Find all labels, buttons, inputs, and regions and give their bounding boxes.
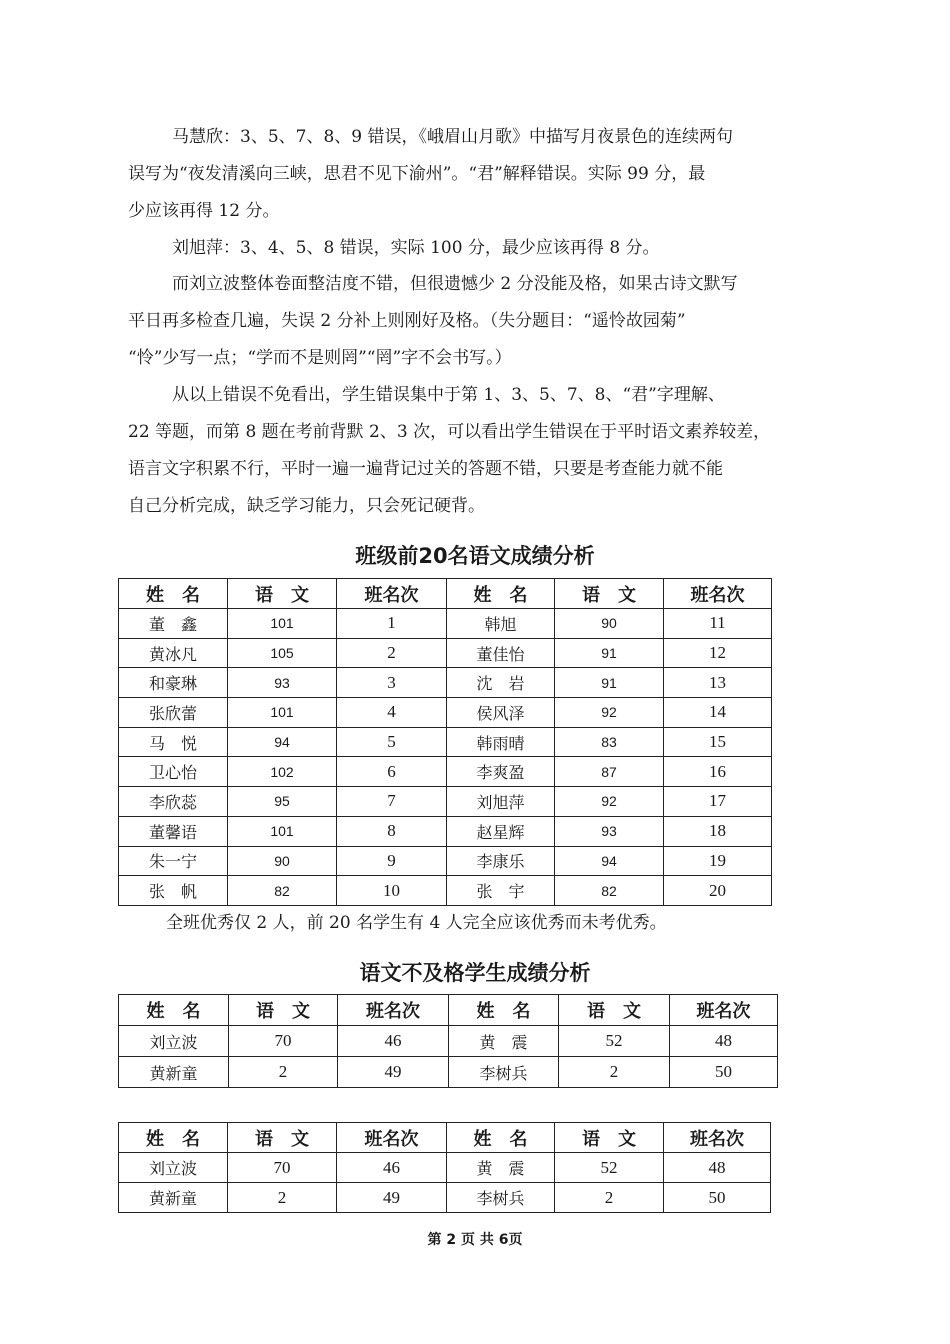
- score-cell: 95: [228, 787, 337, 817]
- student-name-cell: 侯风泽: [447, 698, 555, 728]
- column-header: 姓 名: [119, 579, 228, 609]
- table-row: [119, 846, 772, 876]
- score-cell: 83: [555, 727, 664, 757]
- text-line: “怜”少写一点；“学而不是则罔”“罔”字不会书写。）: [128, 348, 512, 368]
- student-name-cell: 李康乐: [447, 846, 555, 876]
- fail-title: 语文不及格学生成绩分析: [359, 961, 591, 985]
- page-footer: 第 2 页 共 6页: [427, 1232, 523, 1248]
- rank-cell: 20: [664, 876, 772, 906]
- rank-cell: 3: [337, 668, 447, 698]
- rank-cell: 2: [337, 638, 447, 668]
- score-cell: 52: [555, 1153, 664, 1183]
- student-name-cell: 张 宇: [447, 876, 555, 906]
- rank-cell: 16: [664, 757, 772, 787]
- rank-cell: 6: [337, 757, 447, 787]
- student-name-cell: 韩旭: [447, 609, 555, 639]
- table-row: [119, 816, 772, 846]
- fail-table: [118, 994, 778, 1088]
- student-name-cell: 和豪琳: [119, 668, 228, 698]
- student-name-cell: 刘立波: [119, 1026, 229, 1057]
- student-name-cell: 张欣蕾: [119, 698, 228, 728]
- table-row: [119, 787, 772, 817]
- column-header: 姓 名: [449, 995, 559, 1026]
- text-line: 平日再多检查几遍，失误 2 分补上则刚好及格。（失分题目：“遥怜故园菊”: [128, 311, 686, 331]
- score-cell: 70: [229, 1026, 338, 1057]
- student-name-cell: 李树兵: [447, 1183, 555, 1213]
- student-name-cell: 韩雨晴: [447, 727, 555, 757]
- student-name-cell: 赵星辉: [447, 816, 555, 846]
- rank-cell: 19: [664, 846, 772, 876]
- top20-body: [119, 609, 772, 906]
- score-cell: 2: [228, 1183, 337, 1213]
- score-cell: 70: [228, 1153, 337, 1183]
- table-row: [119, 1026, 778, 1057]
- column-header: 语 文: [229, 995, 338, 1026]
- column-header: 姓 名: [119, 1123, 228, 1153]
- text-line: 误写为“夜发清溪向三峡，思君不见下渝州”。“君”解释错误。实际 99 分，最: [128, 164, 706, 184]
- rank-cell: 1: [337, 609, 447, 639]
- student-name-cell: 李树兵: [449, 1057, 559, 1088]
- top20-title: 班级前20名语文成绩分析: [355, 544, 595, 568]
- para-4: [128, 377, 828, 525]
- student-name-cell: 马 悦: [119, 727, 228, 757]
- para-2: [128, 230, 828, 267]
- rank-cell: 8: [337, 816, 447, 846]
- score-cell: 102: [228, 757, 337, 787]
- rank-cell: 49: [338, 1057, 449, 1088]
- rank-cell: 49: [337, 1183, 447, 1213]
- table-row: [119, 668, 772, 698]
- student-name-cell: 董佳怡: [447, 638, 555, 668]
- text-line: 马慧欣：3、5、7、8、9 错误，《峨眉山月歌》中描写月夜景色的连续两句: [172, 127, 733, 147]
- fail2-body: [119, 1153, 771, 1213]
- column-header: 班名次: [337, 1123, 447, 1153]
- score-cell: 92: [555, 787, 664, 817]
- table-row: [119, 727, 772, 757]
- rank-cell: 18: [664, 816, 772, 846]
- student-name-cell: 董 鑫: [119, 609, 228, 639]
- student-name-cell: 黄新童: [119, 1183, 228, 1213]
- column-header: 班名次: [664, 579, 772, 609]
- table-row: [119, 757, 772, 787]
- rank-cell: 50: [670, 1057, 778, 1088]
- text-line: 少应该再得 12 分。: [128, 201, 280, 221]
- score-cell: 93: [555, 816, 664, 846]
- table-row: [119, 609, 772, 639]
- score-cell: 2: [229, 1057, 338, 1088]
- text-line: 22 等题，而第 8 题在考前背默 2、3 次，可以看出学生错误在于平时语文素养较差，: [128, 422, 771, 442]
- rank-cell: 7: [337, 787, 447, 817]
- table-row: [119, 876, 772, 906]
- score-cell: 101: [228, 816, 337, 846]
- rank-cell: 13: [664, 668, 772, 698]
- score-cell: 93: [228, 668, 337, 698]
- column-header: 语 文: [559, 995, 670, 1026]
- score-cell: 2: [559, 1057, 670, 1088]
- score-cell: 91: [555, 638, 664, 668]
- rank-cell: 46: [337, 1153, 447, 1183]
- score-cell: 92: [555, 698, 664, 728]
- column-header: 班名次: [664, 1123, 771, 1153]
- table-row: [119, 698, 772, 728]
- para-1: [128, 119, 828, 230]
- student-name-cell: 张 帆: [119, 876, 228, 906]
- column-header: 语 文: [228, 1123, 337, 1153]
- student-name-cell: 刘立波: [119, 1153, 228, 1183]
- rank-cell: 15: [664, 727, 772, 757]
- table-row: [119, 1153, 771, 1183]
- fail-body: [119, 1026, 778, 1088]
- text-line: 而刘立波整体卷面整洁度不错，但很遗憾少 2 分没能及格，如果古诗文默写: [172, 274, 738, 294]
- rank-cell: 11: [664, 609, 772, 639]
- column-header: 班名次: [670, 995, 778, 1026]
- score-cell: 94: [228, 727, 337, 757]
- score-cell: 105: [228, 638, 337, 668]
- table-header-row: [119, 1123, 771, 1153]
- score-cell: 101: [228, 609, 337, 639]
- column-header: 语 文: [555, 579, 664, 609]
- student-name-cell: 黄冰凡: [119, 638, 228, 668]
- student-name-cell: 黄 震: [449, 1026, 559, 1057]
- table-row: [119, 1183, 771, 1213]
- rank-cell: 9: [337, 846, 447, 876]
- rank-cell: 48: [670, 1026, 778, 1057]
- column-header: 语 文: [228, 579, 337, 609]
- score-cell: 94: [555, 846, 664, 876]
- score-cell: 90: [228, 846, 337, 876]
- top20-note: 全班优秀仅 2 人，前 20 名学生有 4 人完全应该优秀而未考优秀。: [166, 913, 667, 933]
- score-cell: 82: [555, 876, 664, 906]
- student-name-cell: 黄新童: [119, 1057, 229, 1088]
- student-name-cell: 沈 岩: [447, 668, 555, 698]
- rank-cell: 10: [337, 876, 447, 906]
- score-cell: 101: [228, 698, 337, 728]
- table-row: [119, 1057, 778, 1088]
- column-header: 姓 名: [119, 995, 229, 1026]
- rank-cell: 14: [664, 698, 772, 728]
- student-name-cell: 刘旭萍: [447, 787, 555, 817]
- fail-table-copy: [118, 1122, 771, 1213]
- para-3: [128, 266, 828, 377]
- score-cell: 91: [555, 668, 664, 698]
- student-name-cell: 黄 震: [447, 1153, 555, 1183]
- score-cell: 52: [559, 1026, 670, 1057]
- score-cell: 90: [555, 609, 664, 639]
- text-line: 自己分析完成，缺乏学习能力，只会死记硬背。: [128, 496, 485, 516]
- score-cell: 82: [228, 876, 337, 906]
- column-header: 姓 名: [447, 579, 555, 609]
- student-name-cell: 李爽盈: [447, 757, 555, 787]
- text-line: 从以上错误不免看出，学生错误集中于第 1、3、5、7、8、“君”字理解、: [172, 385, 725, 405]
- table-header-row: [119, 579, 772, 609]
- rank-cell: 12: [664, 638, 772, 668]
- column-header: 班名次: [337, 579, 447, 609]
- rank-cell: 17: [664, 787, 772, 817]
- rank-cell: 48: [664, 1153, 771, 1183]
- text-line: 语言文字积累不行，平时一遍一遍背记过关的答题不错，只要是考查能力就不能: [128, 459, 723, 479]
- top20-table: [118, 578, 772, 906]
- student-name-cell: 卫心怡: [119, 757, 228, 787]
- text-line: 刘旭萍：3、4、5、8 错误，实际 100 分，最少应该再得 8 分。: [172, 238, 660, 258]
- rank-cell: 5: [337, 727, 447, 757]
- table-header-row: [119, 995, 778, 1026]
- student-name-cell: 董馨语: [119, 816, 228, 846]
- rank-cell: 46: [338, 1026, 449, 1057]
- student-name-cell: 朱一宁: [119, 846, 228, 876]
- rank-cell: 50: [664, 1183, 771, 1213]
- table-row: [119, 638, 772, 668]
- student-name-cell: 李欣蕊: [119, 787, 228, 817]
- column-header: 语 文: [555, 1123, 664, 1153]
- score-cell: 87: [555, 757, 664, 787]
- rank-cell: 4: [337, 698, 447, 728]
- column-header: 姓 名: [447, 1123, 555, 1153]
- column-header: 班名次: [338, 995, 449, 1026]
- score-cell: 2: [555, 1183, 664, 1213]
